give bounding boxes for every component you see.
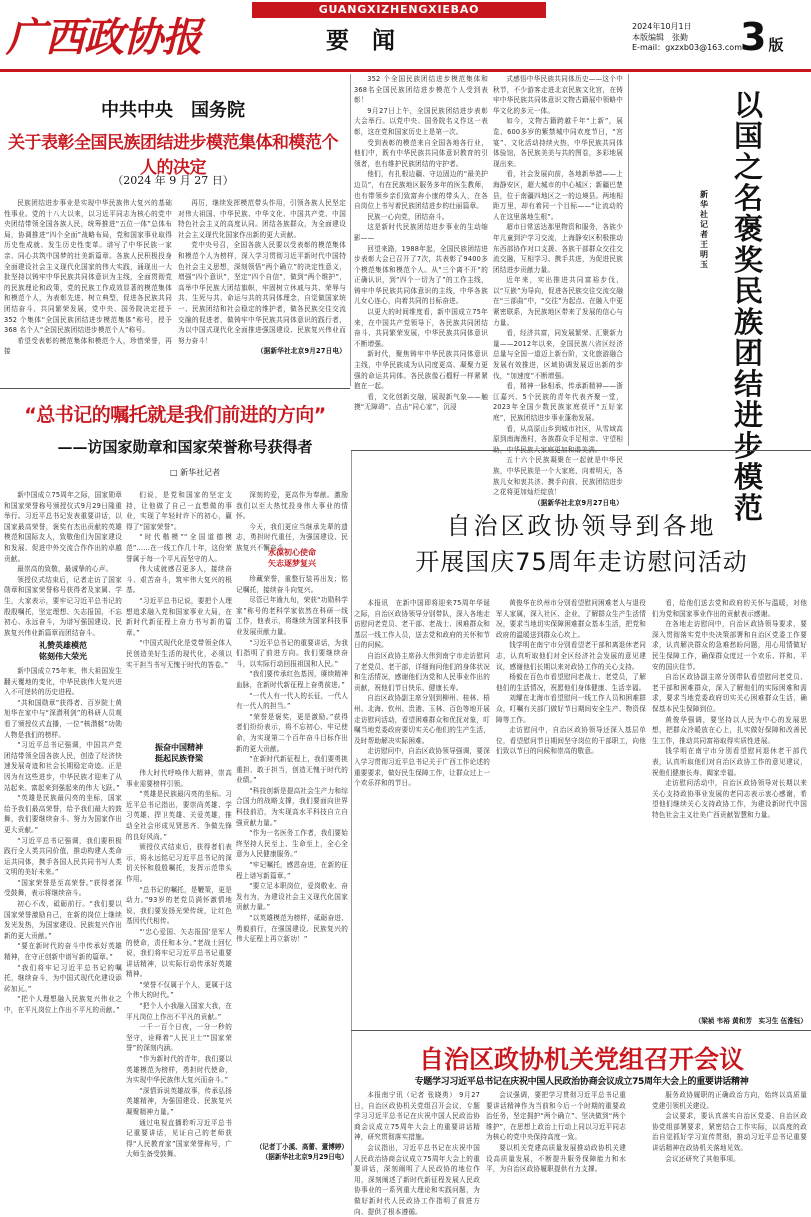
interview-col-2: 们说，是党和国家的坚定支持，让他做了自己一直想做的事业，实现了年轻时许下的初心，赢得了“国家荣誉”。 “时代楷模”“全国道德模范”……在一线工作几十年，这份荣誉属于每一个平凡而坚守的人。 伟大成就感召更多人，接续奋斗、艰苦奋斗，筑牢伟大复兴的根基。 “习近平总书记说，要把个人理想追求融入党和国家事业大局，在新时代新征程上奋力书写新的篇章。” “中国式现代化是党带领全体人民创造美好生活的现代化，必须以实干担当书写无愧于时代的答卷。”: [126, 491, 232, 669]
masthead: [0, 0, 811, 70]
pinyin-bar: [252, 2, 546, 18]
interview-byline-text: 新华社记者: [180, 468, 221, 477]
visits-credit: （梁祯 韦裕 黄和芳 实习生 伍淮钰）: [694, 1017, 807, 1025]
masthead-editor: 本版编辑 张勤: [632, 32, 688, 42]
decision-news-credit: （据新华社北京9月27日电）: [533, 498, 623, 507]
visits-col-2: 黄俊华在玖州市分别看望慰问困难老人与退役军人家属，深入社区、企业，了解群众生产生活情况，要求当地切实保障困难群众基本生活，把党和政府的温暖送到群众心坎上。 钱学明在南宁市分别看望老干部和离退休老同志，认真听取他们对全区经济社会发展的意见建议，感谢他们长期以来对政协工作的关心支持。 杨毅在百色市看望慰问老战士、老党员，了解他们的生活情况，祝愿他们身体健康、生活幸福。 刘耀在北海市看望慰问一线工作人员和困难群众，叮嘱有关部门做好节日期间安全生产、物资保障等工作。 走访慰问中，自治区政协领导还深入基层单位，看望慰问节日期间坚守岗位的干部职工，向他们致以节日的问候和崇高的敬意。: [496, 599, 646, 756]
interview-col-1: 新中国成立75周年之际，国家勋章和国家荣誉称号颁授仪式9月29日隆重举行。习近平总书记发表重要讲话，以国家最高荣誉，褒奖有杰出贡献的英雄模范和国际友人，致敬他们为国家建设和发展、促进中外交流合作作出的卓越贡献。 最崇高的致敬，最诚挚的心声。 领授仪式结束后，记者走访了国家勋章和国家荣誉称号获得者及家属、学生，大家表示，要牢记习近平总书记的殷殷嘱托，坚定理想、矢志报国，不忘初心、永远奋斗，为谱写强国建设、民族复兴伟业新篇章而团结奋斗。: [4, 491, 122, 637]
interview-col-3b: 珍藏荣誉，重整行装再出发；铭记嘱托，接续奋斗向复兴。 尽管已年逾九旬，荣获“功勋科学家”称号的老科学家依然在科研一线工作，他表示，将继续为国家科技事业发展贡献力量。 “习近平总书记的重要讲话，为我们指明了前进方向。我们要继续奋斗，以实际行动回报祖国和人民。” “我们要传承红色基因，赓续精神血脉，在新时代新征程上奋勇前进。” “一代人有一代人的长征，一代人有一代人的担当。” “荣誉是褒奖，更是激励。”获得者们纷纷表示，将不忘初心、牢记使命，为实现第二个百年奋斗目标作出新的更大贡献。 “在新时代新征程上，我们要勇挑重担、敢于担当，创造无愧于时代的业绩。” “科技创新是提高社会生产力和综合国力的战略支撑，我们要面向世界科技前沿，为实现高水平科技自立自强贡献力量。” “作为一名医务工作者，我们要始终坚持人民至上、生命至上，全心全意为人民健康服务。” “牢记嘱托，感恩奋进，在新的征程上谱写新篇章。” “要立足本职岗位，爱岗敬业、奋发有为，为建设社会主义现代化国家贡献力量。” “以英雄模范为榜样，砥砺奋进、勇毅前行，在强国建设、民族复兴的伟大征程上再立新功！”: [236, 575, 348, 944]
masthead-info: [632, 22, 742, 54]
page-number: [740, 15, 783, 59]
visits-title-1: 自治区政协领导到各地: [446, 512, 717, 540]
masthead-email: E-mail：gxzxb03@163.com: [632, 43, 742, 52]
visits-col-1: 本报讯 在新中国即将迎来75周年华诞之际，自治区政协领导分别带队，深入各地走访慰问老党员、老干部、老战士、困难群众和基层一线工作人员，送去党和政府的关怀和节日的问候。 自治区政协主席孙大伟到南宁市走访慰问了老党员、老干部，详细询问他们的身体状况和生活情况，感谢他们为党和人民事业作出的贡献，祝他们节日快乐、健康长寿。 自治区政协副主席分别到柳州、桂林、梧州、北海、钦州、贵港、玉林、百色等地开展走访慰问活动，看望困难群众和优抚对象，叮嘱当地党委政府要切实关心他们的生产生活，及时帮助解决实际困难。 走访慰问中，自治区政协领导强调，要深入学习贯彻习近平总书记关于广西工作论述的重要要求，做好民生保障工作，让群众过上一个欢乐祥和的节日。: [354, 599, 490, 788]
decision-date: （2024 年 9 月 27 日）: [112, 174, 234, 187]
interview-col-2b: 伟大时代呼唤伟大精神，崇高事业需要榜样引领。 “英雄是民族最闪亮的坐标。习近平总书记指出，要崇尚英雄、学习英雄、捍卫英雄、关爱英雄，推动全社会形成见贤思齐、争做先锋的良好风尚。” 颁授仪式结束后，获得者们表示，将永远铭记习近平总书记的深切关怀和殷殷嘱托，发挥示范带头作用。 “总书记的嘱托，是鞭策，更是动力。”93岁的老党员满怀激情地说，我们要发扬光荣传统，让红色基因代代相传。 “‘忠心爱国、矢志报国’是军人的使命，责任和本分。”老战士回忆说，我们将牢记习近平总书记重要讲话精神，以实际行动传承好英雄精神。 “荣誉不仅属于个人，更属于这个伟大的时代。” “把个人小我融入国家大我，在平凡岗位上作出不平凡的贡献。” 一千一百个日夜，一分一秒的坚守，诠释着“人民卫士”“国家荣誉”的深刻内涵。 “作为新时代的青年，我们要以英雄模范为榜样，勇担时代使命，为实现中华民族伟大复兴而奋斗。” “深情诉说英雄故事，传承弘扬英雄精神，为强国建设、民族复兴凝聚精神力量。” 通过电视直播聆听习近平总书记重要讲话，见证自己的老师获得“人民教育家”国家荣誉称号，广大师生备受鼓舞。: [126, 769, 232, 1159]
decision-credit: （据新华社北京9月27日电）: [256, 347, 346, 356]
interview-credit: （记者丁小溪、高蕾、董博婷） （据新华社北京9月29日电）: [255, 1143, 348, 1161]
page-number-unit: 版: [768, 36, 784, 54]
decision-col-2: 再厉，继续发挥模范带头作用，引领各族人民坚定对伟大祖国、中华民族、中华文化、中国共产党、中国特色社会主义的高度认同。团结各族群众，为全面建设社会主义现代化国家作出新的更大贡献。 党中央号召，全国各族人民要以受表彰的模范集体和模范个人为榜样，深入学习贯彻习近平新时代中国特色社会主义思想，深刻领悟“两个确立”的决定性意义，增强“四个意识”，坚定“四个自信”，做到“两个维护”，高举中华民族大团结旗帜，牢固树立休戚与共、荣辱与共、生死与共、命运与共的共同体理念，自觉做国家统一、民族团结和社会稳定的维护者，做各民族交往交流交融的促进者，做铸牢中华民族共同体意识的践行者，为以中国式现代化全面推进强国建设、民族复兴伟业而努力奋斗！ （据新华社北京9月27日电）: [178, 199, 346, 356]
decision-news-col-2: 式感悟中华民族共同体历史——这个中秋节，不少游客走进北京民族文化宫，在铸牢中华民族共同体意识文物古籍展中领略中华文化的多元一体。 如今，文物古籍跨越千年“上新”，展览、600多岁的紫禁城中同欢度节日，“宫宴”、文化活动持续火热，中华民族共同体体验馆，各民族美美与共的图卷，多彩地展现出来。 看，社会发展向前，各地新举措——上海静安区，超大城市的中心城区；新疆巴楚县，位于南疆四地区之一的边境县。两地相距万里，却有着同一个目标——“让流动的人在这里落地生根”。 超市日常送达那里物资和服务，各族少年儿童到沪学习交流，上海静安区积极推动东西部协作对口支援、各族干部群众交往交流交融，互相学习、携手共进，为促进民族团结进步贡献力量。 近年来，实出推进共同富裕步伐，以“互嵌”为导向，促进各民族交往交流交融在“三部曲”中，“交往”为起点、在融入中更紧密联系，为民族地区带来了发展的信心与力量。 看，经济共富，同发展繁荣、汇聚新力量——2012年以来，全国民族八省区经济总量与全国一道迈上新台阶，文化旅游融合发展有效推进，区域协调发展迈出新的步伐，“加速度”不断增强。 看，精神一脉相承，传承新精神——浙江嘉兴、5个民族的青年代表齐聚一堂，2023年全国少数民族家庭获评“五好家庭”，民族团结进步事业蓬勃发展。 看，从高原山乡到城市社区，从雪域高原到南海渔村，各族群众手足相亲、守望相助，中华民族大家庭更加和谐美满。 五十六个民族凝聚在一起就是中华民族，中华民族是一个大家庭，向着明天，各族儿女和衷共济、携手向前，民族团结进步之花将更加灿烂绽放！ （据新华社北京9月27日电）: [493, 75, 623, 507]
vertical-byline: 新华社记者 王明玉: [700, 190, 716, 269]
visits-title-2: 开展国庆75周年走访慰问活动: [415, 548, 748, 576]
visits-col-3: 看，给他们送去党和政府的关怀与温暖，对他们为党和国家事业作出的贡献表示感谢。 在各地走访慰问中，自治区政协领导要求，要深入贯彻落实党中央决策部署和自治区党委工作要求，认真解决群众的急难愁盼问题，用心用情做好民生保障工作，确保群众度过一个欢乐、祥和、平安的国庆佳节。 自治区政协副主席分别带队看望慰问老党员、老干部和困难群众，深入了解他们的实际困难和需求，要求当地党委政府切实关心困难群众生活，确保基本民生保障到位。 黄俊华强调，要坚持以人民为中心的发展思想，把群众冷暖放在心上，扎实做好保障和改善民生工作，推动共同富裕取得实质性进展。 钱学明在南宁市分别看望慰问退休老干部代表，认真听取他们对自治区政协工作的意见建议，祝他们健康长寿、阖家幸福。 走访慰问活动中，自治区政协领导对长期以来关心支持政协事业发展的老同志表示衷心感谢，希望他们继续关心支持政协工作，为建设新时代中国特色社会主义壮美广西贡献智慧和力量。: [652, 599, 807, 819]
meeting-col-1: 本报南宁讯（记者 张晓勇） 9月27日，自治区政协机关党组召开会议，专题学习习近平总书记在庆祝中国人民政治协商会议成立75周年大会上的重要讲话精神，研究贯彻落实措施。 会议指出，习近平总书记在庆祝中国人民政治协商会议成立75周年大会上的重要讲话，深刻阐明了人民政协的地位作用，深刻阐述了新时代新征程发展人民政协事业的一系列重大理论和实践问题，为做好新时代人民政协工作指明了前进方向、提供了根本遵循。: [354, 1091, 480, 1216]
masthead-pinyin: GUANGXIZHENGXIEBAO: [318, 3, 480, 16]
meeting-title: 自治区政协机关党组召开会议: [418, 1045, 744, 1074]
interview-col-1b: 新中国成立75年来，伟大祖国发生翻天覆地的变化，中华民族伟大复兴进入不可逆转的历史进程。 “共和国勋章”获得者、百岁院士黄旭华在家中与“深潜利剑”的科研人员观看了颁授仪式直播，一位“核潜艇”功勋人物是我们的榜样。 “习近平总书记强调，中国共产党团结带领全国各族人民，创造了经济快速发展奇迹和社会长期稳定奇迹。正是因为有这些进步，中华民族才迎来了从站起来、富起来到强起来的伟大飞跃。” “英雄是民族最闪亮的坐标，国家给予我们最高荣誉，给予我们最大的鼓舞，我们要继续奋斗、努力为国家作出更大贡献。” “习近平总书记强调，我们要积极践行全人类共同价值，推动构建人类命运共同体，携手各国人民共同书写人类文明的美好未来。” “国家荣誉是至高荣誉。”获得者深受鼓舞，表示将继续奋斗。 初心不改，砥砺前行。“我们要以国家荣誉激励自己，在新的岗位上继续发光发热，为国家建设、民族复兴作出新的更大贡献。” “要在新时代的奋斗中传承好英雄精神，在守正创新中谱写新的篇章。” “我们将牢记习近平总书记的嘱托，继续奋斗，为中国式现代化建设添砖加瓦。” “把个人理想融入民族复兴伟业之中，在平凡岗位上作出不平凡的贡献。”: [4, 667, 122, 1014]
masthead-date: 2024年10月1日: [632, 22, 692, 31]
subhead-heroes: 礼赞英雄模范 铭刻伟大荣光: [39, 641, 87, 661]
page-number-digit: 3: [740, 15, 767, 59]
divider-h2: [351, 450, 811, 451]
masthead-logo: 广西政协报: [6, 14, 201, 61]
decision-kicker: 中共中央 国务院: [101, 100, 245, 121]
interview-subtitle: ——访国家勋章和国家荣誉称号获得者: [57, 438, 313, 456]
masthead-rule: [0, 69, 811, 72]
interview-title: “总书记的嘱托就是我们前进的方向”: [24, 404, 326, 426]
divider-v2: [628, 74, 629, 446]
byline-square-icon: □: [170, 468, 178, 477]
decision-col-1: 民族团结进步事业是实现中华民族伟大复兴的基础性事业。党的十八大以来，以习近平同志为核心的党中央团结带领全国各族人民，统筹推进“五位一体”总体布局，协调推进“四个全面”战略布局，党和国家事业取得历史性成就、发生历史性变革。谱写了中华民族一家亲、同心共筑中国梦的壮美新篇章。各族人民积极投身全面建设社会主义现代化国家的伟大实践，涌现出一大批坚持以铸牢中华民族共同体意识为主线，全面贯彻党的民族理论和政策，党的民族工作成效显著的模范集体和模范个人，为表彰先进、树立典型，促进各民族共同团结奋斗、共同繁荣发展，党中央、国务院决定授予 352 个集体“全国民族团结进步模范集体”称号，授予 368 名个人“全国民族团结进步模范个人”称号。 希望受表彰的模范集体和模范个人，珍惜荣誉，再接: [4, 199, 172, 356]
subhead-mission: 永葆初心使命 矢志逐梦复兴: [268, 548, 316, 568]
section-title: 要 闻: [326, 28, 395, 54]
meeting-subtitle: 专题学习习近平总书记在庆祝中国人民政治协商会议成立75周年大会上的重要讲话精神: [414, 1077, 749, 1087]
divider-v1: [350, 74, 351, 386]
divider-h3: [351, 1030, 811, 1031]
subhead-spirit: 振奋中国精神 挺起民族脊梁: [155, 743, 203, 763]
decision-title: 关于表彰全国民族团结进步模范集体和模范个人的决定: [8, 133, 338, 178]
divider-h1: [0, 388, 350, 389]
interview-byline: [170, 467, 220, 478]
vertical-title: 以国之名褒奖民族团结进步模范: [734, 88, 764, 525]
interview-col-3: 深刻的爱，更高作为奉献。激励我们以至大热忱投身伟大事业的情怀。 今天，我们更应当继承先辈的遗志，勇担时代重任，为强国建设、民族复兴不懈奋斗。: [236, 491, 348, 552]
meeting-col-2: 会议强调，要把学习贯彻习近平总书记重要讲话精神作为当前和今后一个时期的重要政治任务，坚定拥护“两个确立”、坚决做到“两个维护”，在思想上政治上行动上同以习近平同志为核心的党中央保持高度一致。 要以机关党建高质量发展推动政协机关建设高质量发展，不断提升服务保障能力和水平，为自治区政协履职提供有力支撑。: [486, 1091, 626, 1174]
decision-news-col-1: 352 个全国民族团结进步模范集体和368名全国民族团结进步模范个人受到表彰！ 9月27日上午，全国民族团结进步表彰大会举行。以党中央、国务院名义作这一表彰，这在党和国家历史上是第一次。 受到表彰的模范来自全国各地各行业，他们中，既有中华民族共同体意识教育的引领者，也有维护民族团结的守护者。 他们，有扎根边疆、守边固边的“最美护边员”，有在民族地区服务多年的医生教师，也有带领乡亲们致富奔小康的带头人，在各自岗位上书写着民族团结进步的壮丽篇章。 民族一心向党，团结奋斗。 这是新时代民族团结进步事业的生动缩影—— 回望来路，1988年起，全国民族团结进步表彰大会已召开了7次，共表彰了9400多个模范集体和模范个人。从“三个离不开”的正确认识，到“四个一切为了”的工作主线，铸牢中华民族共同体意识的主线，中华各族儿女心连心，向着共同的目标奋进。 以更大的时间维度看，新中国成立75年来，在中国共产党领导下，各民族共同团结奋斗、共同繁荣发展，中华民族共同体意识不断增强。 新时代，聚焦铸牢中华民族共同体意识主线，中华民族成为认同度更高、凝聚力更强的命运共同体。各民族像石榴籽一样紧紧抱在一起。 看，文化创新交融，展现新气象——触摸“无障碍”、点击“同心家”，沉浸: [354, 75, 488, 412]
meeting-col-3: 服务政协履职的正确政治方向，始终以高质量党建引领机关建设。 会议要求，要认真落实自治区党委、自治区政协党组部署要求，紧密结合工作实际，以高度的政治自觉抓好学习宣传贯彻，推动习近平总书记重要讲话精神在政协机关落地见效。 会议还研究了其他事项。: [652, 1091, 807, 1163]
